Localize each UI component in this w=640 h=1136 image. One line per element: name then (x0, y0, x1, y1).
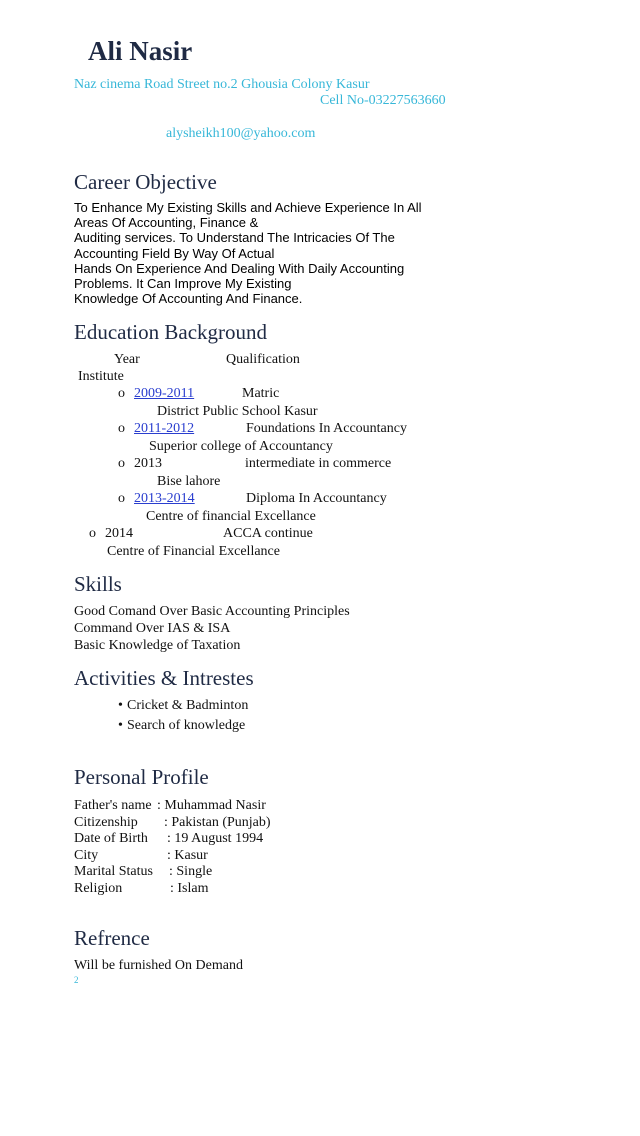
email[interactable]: alysheikh100@yahoo.com (166, 126, 316, 141)
education-institute: Centre of Financial Excellance (107, 544, 280, 559)
resume-name: Ali Nasir (88, 36, 193, 66)
education-institute: Bise lahore (157, 474, 221, 489)
profile-label: Religion (74, 881, 123, 896)
objective-line: Areas Of Accounting, Finance & (74, 215, 259, 231)
career-objective-heading: Career Objective (74, 170, 217, 194)
profile-label: Date of Birth (74, 831, 148, 846)
education-qualification: Matric (242, 386, 280, 401)
education-qualification: intermediate in commerce (245, 456, 392, 471)
profile-value: : Pakistan (Punjab) (164, 815, 271, 830)
bullet-icon: • (118, 718, 123, 733)
education-institute: District Public School Kasur (157, 404, 318, 419)
list-bullet: o (118, 456, 125, 471)
education-qualification: ACCA continue (223, 526, 313, 541)
skill-item: Good Comand Over Basic Accounting Principles (74, 604, 350, 619)
skill-item: Basic Knowledge of Taxation (74, 638, 241, 653)
objective-line: Problems. It Can Improve My Existing (74, 276, 292, 292)
profile-label: Marital Status (74, 864, 153, 879)
column-institute: Institute (78, 369, 124, 384)
objective-line: To Enhance My Existing Skills and Achieve Experience In All (74, 200, 422, 215)
education-qualification: Foundations In Accountancy (246, 421, 407, 436)
address: Naz cinema Road Street no.2 Ghousia Colony Kasur (74, 77, 370, 92)
education-year: 2013 (134, 456, 162, 471)
education-year-link[interactable]: 2013-2014 (134, 491, 195, 506)
profile-value: : Islam (170, 881, 209, 896)
profile-heading: Personal Profile (74, 765, 209, 789)
education-year-link[interactable]: 2009-2011 (134, 386, 195, 401)
reference-text: Will be furnished On Demand (74, 958, 243, 973)
profile-label: Citizenship (74, 815, 138, 830)
objective-line: Hands On Experience And Dealing With Daily Accounting (74, 260, 405, 276)
career-objective-text (74, 200, 454, 306)
list-bullet: o (89, 526, 96, 541)
page-number: 2 (74, 975, 79, 985)
objective-line: Accounting Field By Way Of Actual (74, 245, 275, 261)
education-institute: Superior college of Accountancy (149, 439, 333, 454)
profile-value: : Kasur (167, 848, 208, 863)
column-year: Year (114, 352, 140, 367)
objective-line: Knowledge Of Accounting And Finance. (74, 291, 303, 307)
skill-item: Command Over IAS & ISA (74, 621, 231, 636)
cell-number: Cell No-03227563660 (320, 93, 446, 108)
skills-heading: Skills (74, 572, 122, 596)
profile-label: City (74, 848, 99, 863)
education-heading: Education Background (74, 320, 268, 344)
activities-heading: Activities & Intrestes (74, 666, 254, 690)
education-qualification: Diploma In Accountancy (246, 491, 387, 506)
profile-value: : Muhammad Nasir (157, 798, 266, 813)
profile-value: : 19 August 1994 (167, 831, 264, 846)
reference-heading: Refrence (74, 926, 150, 950)
education-year: 2014 (105, 526, 133, 541)
list-bullet: o (118, 421, 125, 436)
education-year-link[interactable]: 2011-2012 (134, 421, 195, 436)
education-institute: Centre of financial Excellance (146, 509, 316, 524)
profile-value: : Single (169, 864, 213, 879)
profile-label: Father's name (74, 798, 152, 813)
bullet-icon: • (118, 698, 123, 713)
list-bullet: o (118, 386, 125, 401)
list-bullet: o (118, 491, 125, 506)
objective-line: Auditing services. To Understand The Intricacies Of The (74, 230, 395, 246)
activity-item: Cricket & Badminton (127, 698, 249, 713)
column-qualification: Qualification (226, 352, 300, 367)
activity-item: Search of knowledge (127, 718, 246, 733)
